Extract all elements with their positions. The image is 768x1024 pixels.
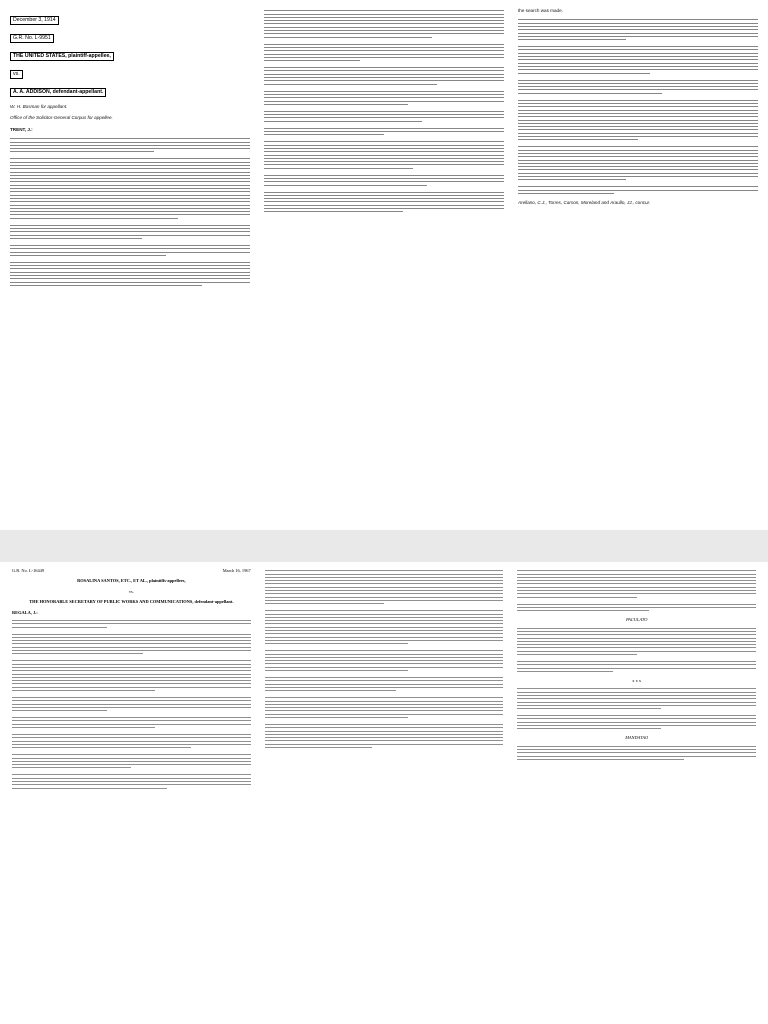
case-number: G.R. No. L-9951 <box>10 34 54 43</box>
body-paragraph <box>10 262 250 286</box>
body-paragraph <box>264 91 504 105</box>
body-paragraph <box>518 19 758 40</box>
document-page-2 <box>0 562 768 1024</box>
section-heading: MANDATAO <box>625 735 649 741</box>
column-2 <box>264 8 504 522</box>
body-paragraph <box>518 80 758 94</box>
counsel-appellant: W. H. Bosman for appellant. <box>10 104 68 109</box>
body-paragraph <box>264 175 504 186</box>
body-paragraph <box>518 146 758 180</box>
ponente: REGALA, J.: <box>12 609 38 615</box>
column-3 <box>517 568 756 1018</box>
right-heading: the search was made. <box>518 8 563 13</box>
body-paragraph <box>264 141 504 168</box>
concurrence: Arellano, C.J., Torres, Carson, Moreland and Araullo, JJ., concur. <box>518 199 651 205</box>
section-heading: PACULATO <box>625 617 648 623</box>
body-paragraph <box>264 192 504 213</box>
column-3 <box>518 8 758 522</box>
case-number: G.R. No. L-16449 <box>12 568 45 573</box>
versus-label: vs. <box>10 70 23 79</box>
body-paragraph <box>10 225 250 239</box>
column-1 <box>10 8 250 522</box>
body-paragraph <box>264 67 504 84</box>
body-paragraph <box>264 111 504 122</box>
body-paragraph <box>264 44 504 61</box>
counsel-appellee: Office of the Solicitor-General Corpus for appellee. <box>10 115 113 121</box>
body-paragraph <box>264 128 504 136</box>
body-paragraph <box>10 245 250 256</box>
body-paragraph <box>10 138 250 152</box>
body-paragraph <box>518 186 758 194</box>
body-paragraph <box>10 158 250 218</box>
party-plaintiff: THE UNITED STATES, plaintiff-appellee, <box>10 52 114 61</box>
column-2 <box>265 568 504 1018</box>
party-plaintiff: ROSALINA SANTOS, ETC., ET AL., plaintiffs-appellees, <box>77 578 186 584</box>
case-date: March 16, 1967 <box>222 568 251 573</box>
versus-label: vs. <box>128 588 134 594</box>
body-paragraph <box>264 10 504 37</box>
column-1 <box>12 568 251 1018</box>
body-paragraph <box>518 100 758 141</box>
ponente: TRENT, J.: <box>10 126 33 132</box>
case-date: December 3, 1914 <box>10 16 59 25</box>
party-defendant: THE HONORABLE SECRETARY OF PUBLIC WORKS AND COMMUNICATIONS, defendant-appellant. <box>29 599 234 605</box>
body-paragraph <box>518 46 758 73</box>
party-defendant: A. A. ADDISON, defendant-appellant. <box>10 88 106 97</box>
section-divider: x x x <box>632 677 642 683</box>
